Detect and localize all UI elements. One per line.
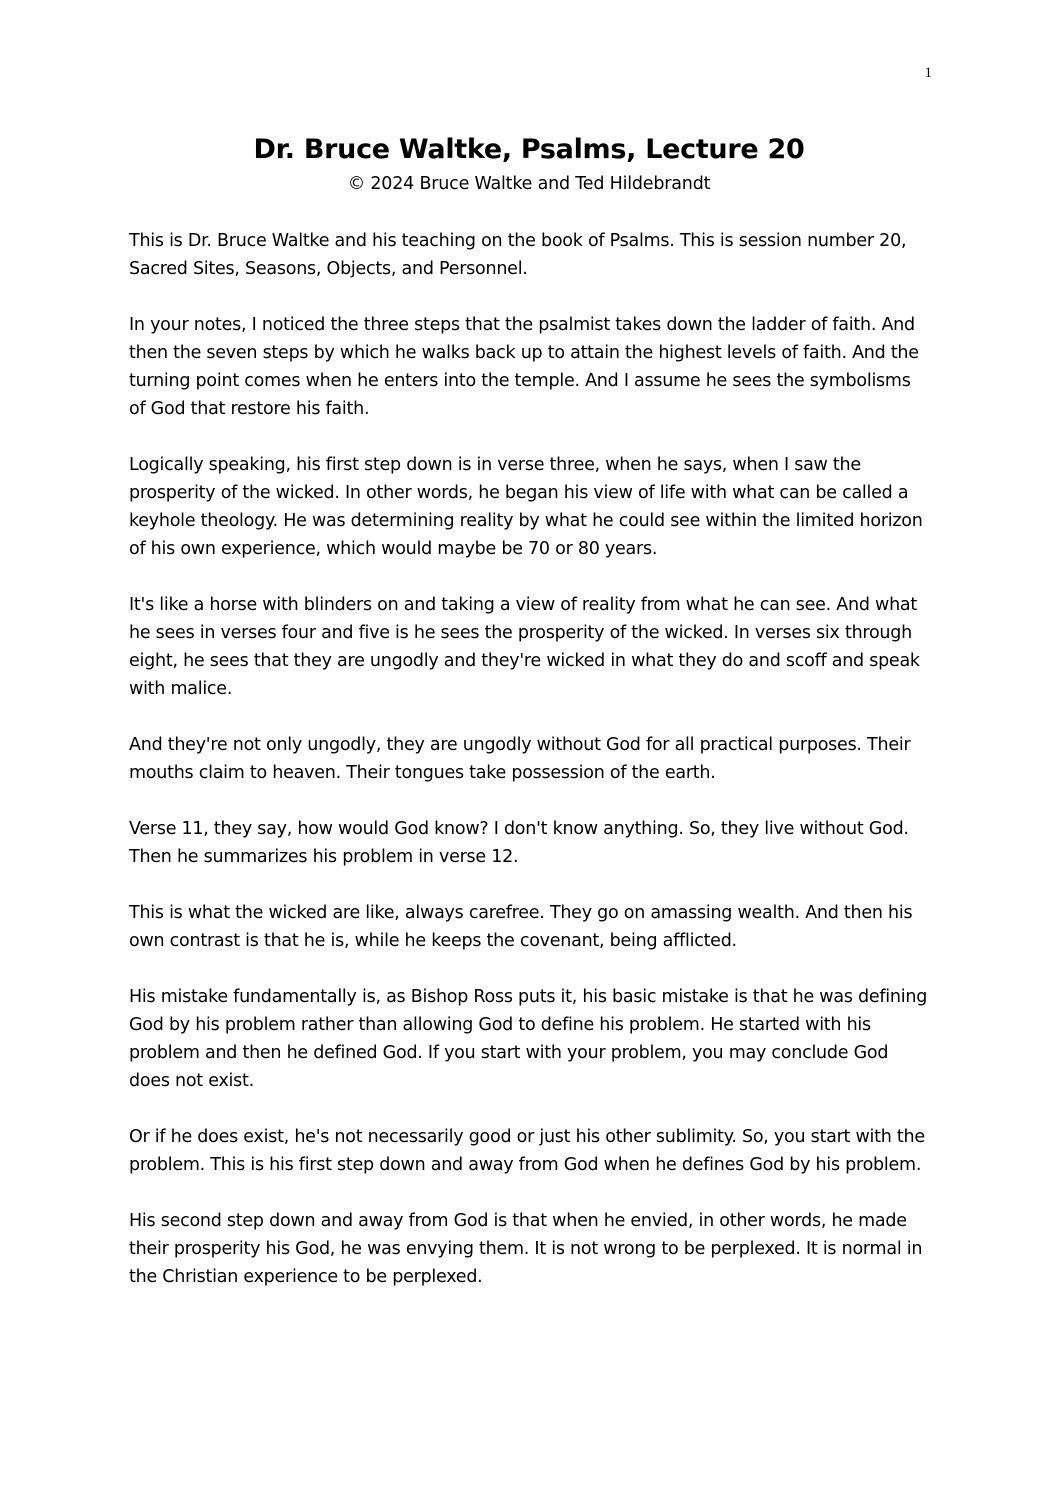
paragraph: And they're not only ungodly, they are ungodly without God for all practical purposes. Their mouths claim to heaven. Their tongues take possession of the earth.: [129, 735, 911, 783]
paragraph: Verse 11, they say, how would God know? I don't know anything. So, they live without God. Then he summarizes his problem in verse 12.: [129, 819, 909, 867]
paragraph: Logically speaking, his first step down is in verse three, when he says, when I saw the prosperity of the wicked. In other words, he began his view of life with what can be called a keyhole theology. He was determining reality by what he could see within the limited horizon of his own experience, which would maybe be 70 or 80 years.: [129, 455, 923, 559]
page-number: 1: [924, 65, 932, 81]
paragraph: This is Dr. Bruce Waltke and his teaching on the book of Psalms. This is session number 20, Sacred Sites, Seasons, Objects, and Personnel.: [129, 231, 907, 279]
document-title: Dr. Bruce Waltke, Psalms, Lecture 20: [253, 134, 805, 165]
transcript-body: [129, 227, 929, 1319]
paragraph: It's like a horse with blinders on and taking a view of reality from what he can see. And what he sees in verses four and five is he sees the prosperity of the wicked. In verses six through eight, he sees that they are ungodly and they're wicked in what they do and scoff and speak with malice.: [129, 595, 920, 699]
paragraph: Or if he does exist, he's not necessarily good or just his other sublimity. So, you start with the problem. This is his first step down and away from God when he defines God by his problem.: [129, 1127, 925, 1175]
paragraph: In your notes, I noticed the three steps that the psalmist takes down the ladder of faith. And then the seven steps by which he walks back up to attain the highest levels of faith. And the turning point comes when he enters into the temple. And I assume he sees the symbolisms of God that restore his faith.: [129, 315, 919, 419]
paragraph: His second step down and away from God is that when he envied, in other words, he made their prosperity his God, he was envying them. It is not wrong to be perplexed. It is normal in the Christian experience to be perplexed.: [129, 1211, 923, 1287]
paragraph: This is what the wicked are like, always carefree. They go on amassing wealth. And then his own contrast is that he is, while he keeps the covenant, being afflicted.: [129, 903, 913, 951]
paragraph: His mistake fundamentally is, as Bishop Ross puts it, his basic mistake is that he was defining God by his problem rather than allowing God to define his problem. He started with his problem and then he defined God. If you start with your problem, you may conclude God does not exist.: [129, 987, 928, 1091]
copyright-line: © 2024 Bruce Waltke and Ted Hildebrandt: [347, 174, 711, 194]
